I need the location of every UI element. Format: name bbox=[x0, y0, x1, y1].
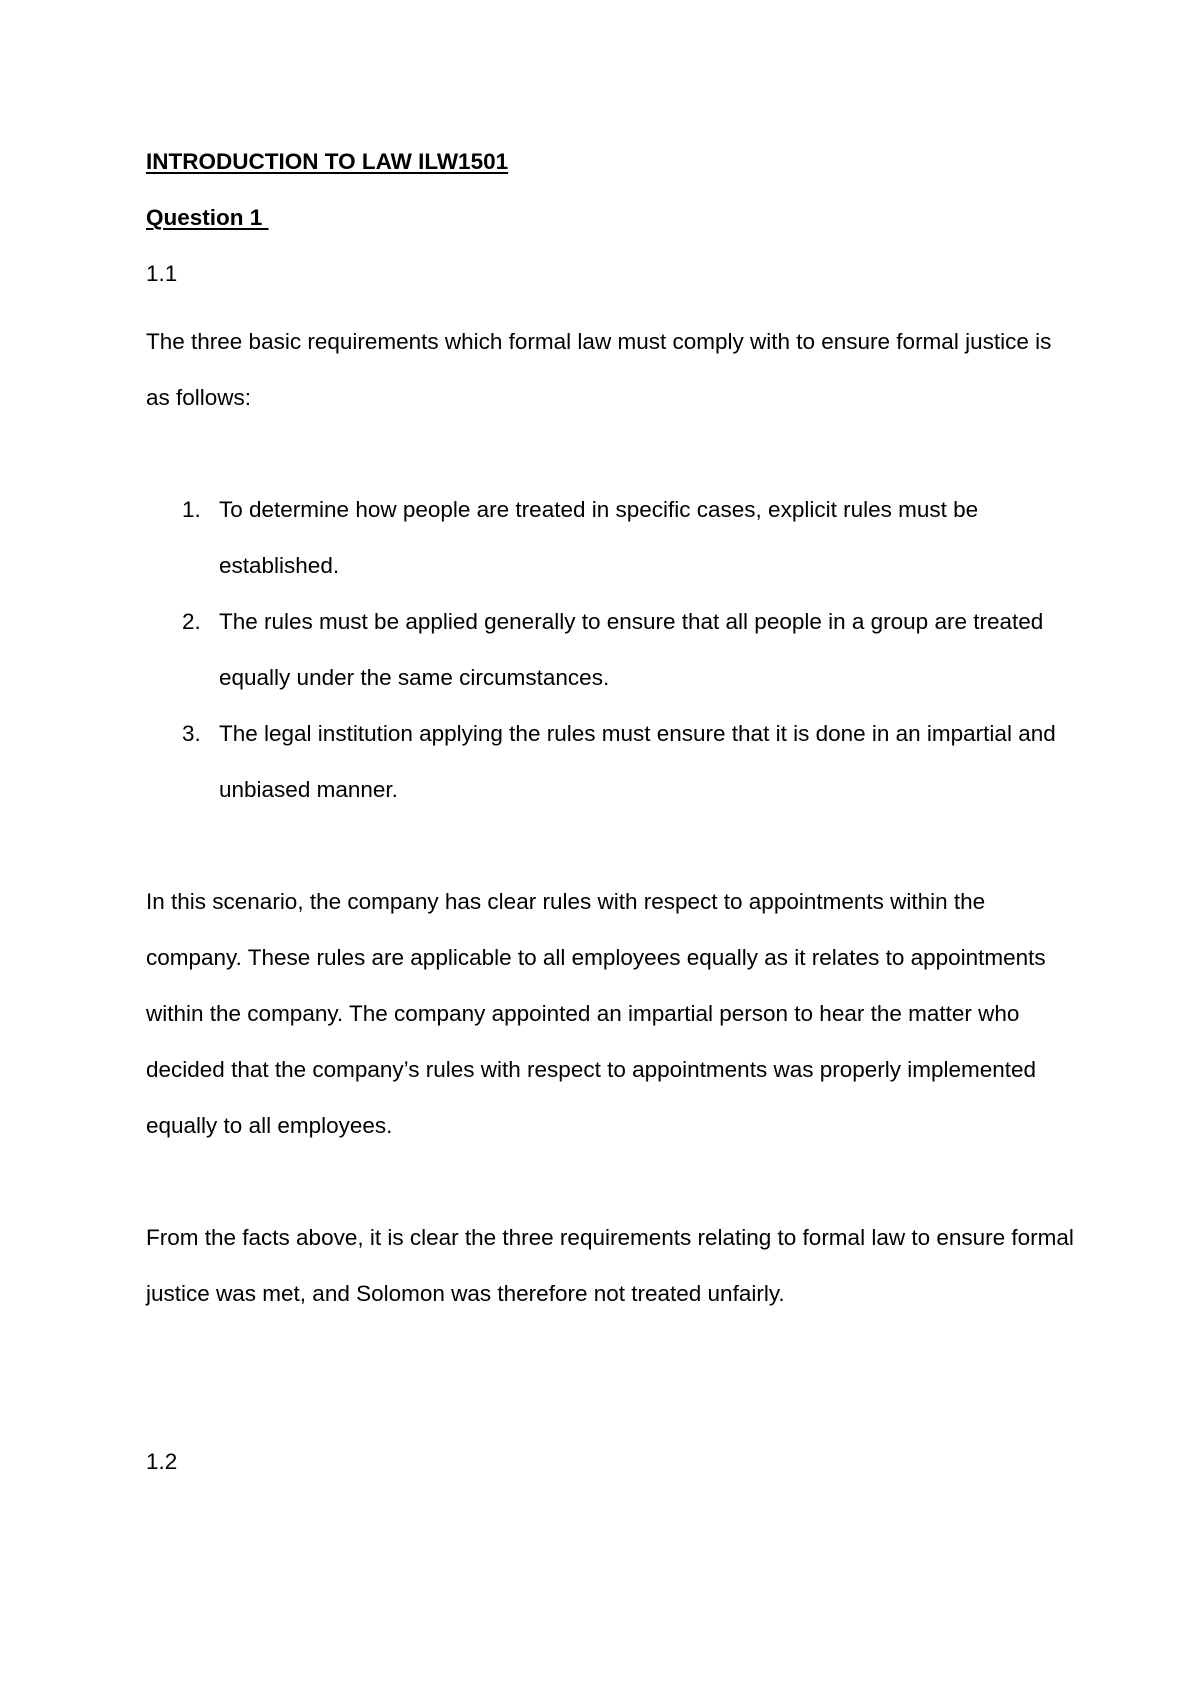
requirements-list bbox=[146, 482, 1076, 818]
list-item-number: 2. bbox=[182, 609, 201, 634]
list-item-number: 3. bbox=[182, 721, 201, 746]
list-item bbox=[146, 482, 1076, 594]
spacer bbox=[146, 426, 1076, 482]
document-body bbox=[146, 146, 1076, 1490]
list-item-number: 1. bbox=[182, 497, 201, 522]
spacer bbox=[146, 818, 1076, 874]
document-title: INTRODUCTION TO LAW ILW1501 bbox=[146, 149, 509, 174]
scenario-paragraph: In this scenario, the company has clear rules with respect to appointments within the company. These rules are applicable to all employees equally as it relates to appointments within the company. The company appointed an impartial person to hear the matter who decided that the company’s rules with respect to appointments was properly implemented equally to all employees. bbox=[146, 889, 1046, 1138]
intro-paragraph: The three basic requirements which formal law must comply with to ensure formal justice is as follows: bbox=[146, 329, 1052, 410]
question-heading: Question 1 bbox=[146, 205, 269, 230]
section-number-1-2: 1.2 bbox=[146, 1449, 178, 1474]
list-item-text: The legal institution applying the rules must ensure that it is done in an impartial and unbiased manner. bbox=[219, 721, 1056, 802]
conclusion-paragraph: From the facts above, it is clear the three requirements relating to formal law to ensure formal justice was met, and Solomon was therefore not treated unfairly. bbox=[146, 1225, 1074, 1306]
list-item bbox=[146, 706, 1076, 818]
list-item bbox=[146, 594, 1076, 706]
list-item-text: To determine how people are treated in specific cases, explicit rules must be established. bbox=[219, 497, 979, 578]
spacer bbox=[146, 1322, 1076, 1434]
section-number-1-1: 1.1 bbox=[146, 261, 178, 286]
spacer bbox=[146, 1154, 1076, 1210]
list-item-text: The rules must be applied generally to ensure that all people in a group are treated equally under the same circumstances. bbox=[219, 609, 1044, 690]
